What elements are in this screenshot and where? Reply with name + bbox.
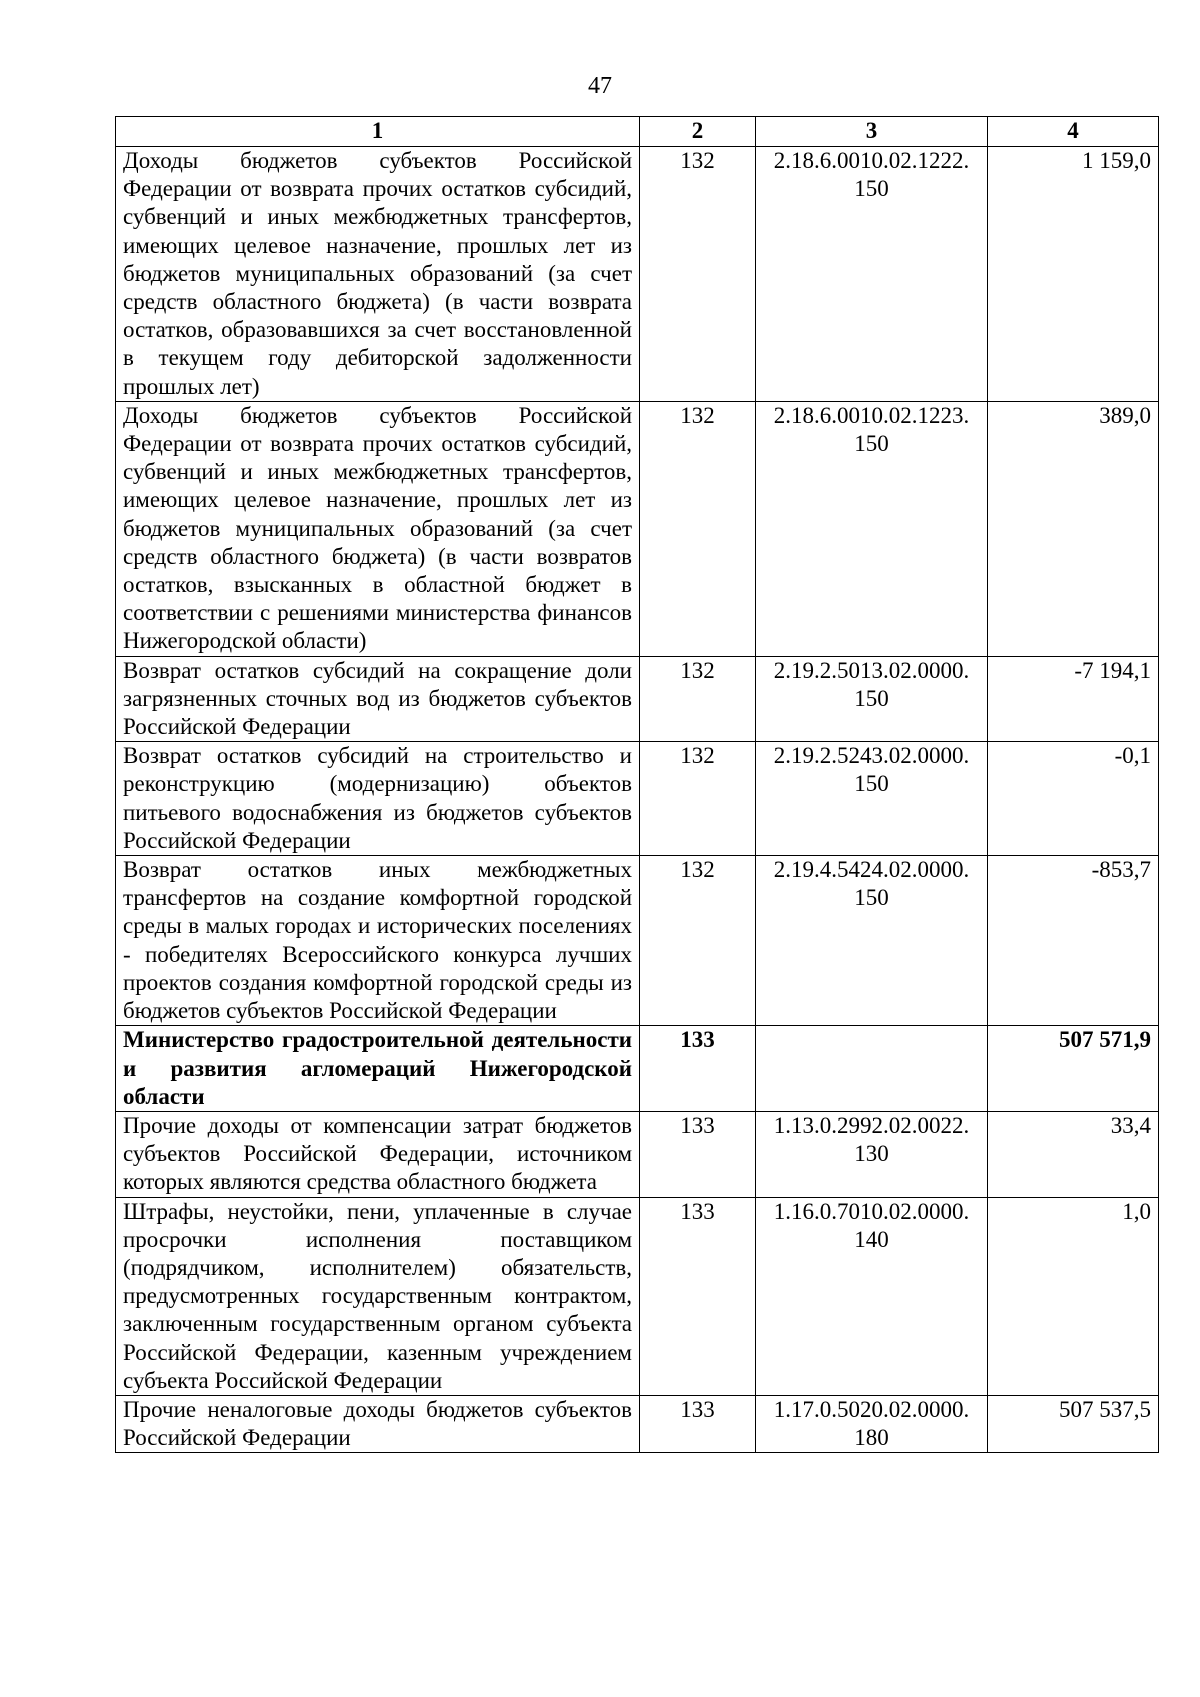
amount-cell: 389,0 — [988, 401, 1159, 656]
budget-code-cell: 1.13.0.2992.02.0022. 130 — [756, 1111, 988, 1197]
table-header-row — [116, 117, 1159, 147]
admin-code-cell: 133 — [640, 1197, 756, 1395]
admin-code-cell: 132 — [640, 401, 756, 656]
amount-cell: 1,0 — [988, 1197, 1159, 1395]
amount-cell: 507 571,9 — [988, 1026, 1159, 1112]
table-row — [116, 856, 1159, 1026]
amount-cell: -853,7 — [988, 856, 1159, 1026]
table-row — [116, 1395, 1159, 1452]
column-header-1: 1 — [116, 117, 640, 147]
budget-table — [115, 116, 1159, 1453]
table-row — [116, 1197, 1159, 1395]
page-number: 47 — [588, 73, 612, 99]
amount-cell: 507 537,5 — [988, 1395, 1159, 1452]
revenue-name-cell: Штрафы, неустойки, пени, уплаченные в случае просрочки исполнения поставщиком (подрядчиком, исполнителем) обязательств, предусмотренных государственным контрактом, заключенным государственным органом субъекта Российской Федерации, казенным учреждением субъекта Российской Федерации — [116, 1197, 640, 1395]
amount-cell: -7 194,1 — [988, 656, 1159, 742]
admin-code-cell: 132 — [640, 742, 756, 856]
budget-code-cell: 2.19.4.5424.02.0000. 150 — [756, 856, 988, 1026]
table-row — [116, 1111, 1159, 1197]
budget-code-cell — [756, 1026, 988, 1112]
table-row — [116, 742, 1159, 856]
column-header-4: 4 — [988, 117, 1159, 147]
budget-code-cell: 1.16.0.7010.02.0000. 140 — [756, 1197, 988, 1395]
column-header-3: 3 — [756, 117, 988, 147]
budget-code-cell: 1.17.0.5020.02.0000. 180 — [756, 1395, 988, 1452]
revenue-name-cell: Возврат остатков иных межбюджетных трансфертов на создание комфортной городской среды в малых городах и исторических поселениях - победителях Всероссийского конкурса лучших проектов создания комфортной городской среды из бюджетов субъектов Российской Федерации — [116, 856, 640, 1026]
table-row — [116, 147, 1159, 402]
revenue-name-cell: Доходы бюджетов субъектов Российской Федерации от возврата прочих остатков субсидий, субвенций и иных межбюджетных трансфертов, имеющих целевое назначение, прошлых лет из бюджетов муниципальных образований (за счет средств областного бюджета) (в части возвратов остатков, взысканных в областной бюджет в соответствии с решениями министерства финансов Нижегородской области) — [116, 401, 640, 656]
table-row — [116, 656, 1159, 742]
revenue-name-cell: Возврат остатков субсидий на сокращение доли загрязненных сточных вод из бюджетов субъектов Российской Федерации — [116, 656, 640, 742]
revenue-name-cell: Доходы бюджетов субъектов Российской Федерации от возврата прочих остатков субсидий, субвенций и иных межбюджетных трансфертов, имеющих целевое назначение, прошлых лет из бюджетов муниципальных образований (за счет средств областного бюджета) (в части возврата остатков, образовавшихся за счет восстановленной в текущем году дебиторской задолженности прошлых лет) — [116, 147, 640, 402]
table-section-row — [116, 1026, 1159, 1112]
revenue-name-cell: Министерство градостроительной деятельности и развития агломераций Нижегородской области — [116, 1026, 640, 1112]
amount-cell: -0,1 — [988, 742, 1159, 856]
admin-code-cell: 133 — [640, 1026, 756, 1112]
revenue-name-cell: Прочие неналоговые доходы бюджетов субъектов Российской Федерации — [116, 1395, 640, 1452]
amount-cell: 1 159,0 — [988, 147, 1159, 402]
admin-code-cell: 132 — [640, 656, 756, 742]
admin-code-cell: 132 — [640, 147, 756, 402]
admin-code-cell: 133 — [640, 1395, 756, 1452]
admin-code-cell: 132 — [640, 856, 756, 1026]
admin-code-cell: 133 — [640, 1111, 756, 1197]
budget-code-cell: 2.18.6.0010.02.1223. 150 — [756, 401, 988, 656]
table-row — [116, 401, 1159, 656]
column-header-2: 2 — [640, 117, 756, 147]
budget-code-cell: 2.18.6.0010.02.1222. 150 — [756, 147, 988, 402]
amount-cell: 33,4 — [988, 1111, 1159, 1197]
budget-code-cell: 2.19.2.5243.02.0000. 150 — [756, 742, 988, 856]
revenue-name-cell: Возврат остатков субсидий на строительство и реконструкцию (модернизацию) объектов питьевого водоснабжения из бюджетов субъектов Российской Федерации — [116, 742, 640, 856]
budget-code-cell: 2.19.2.5013.02.0000. 150 — [756, 656, 988, 742]
revenue-name-cell: Прочие доходы от компенсации затрат бюджетов субъектов Российской Федерации, источником которых являются средства областного бюджета — [116, 1111, 640, 1197]
